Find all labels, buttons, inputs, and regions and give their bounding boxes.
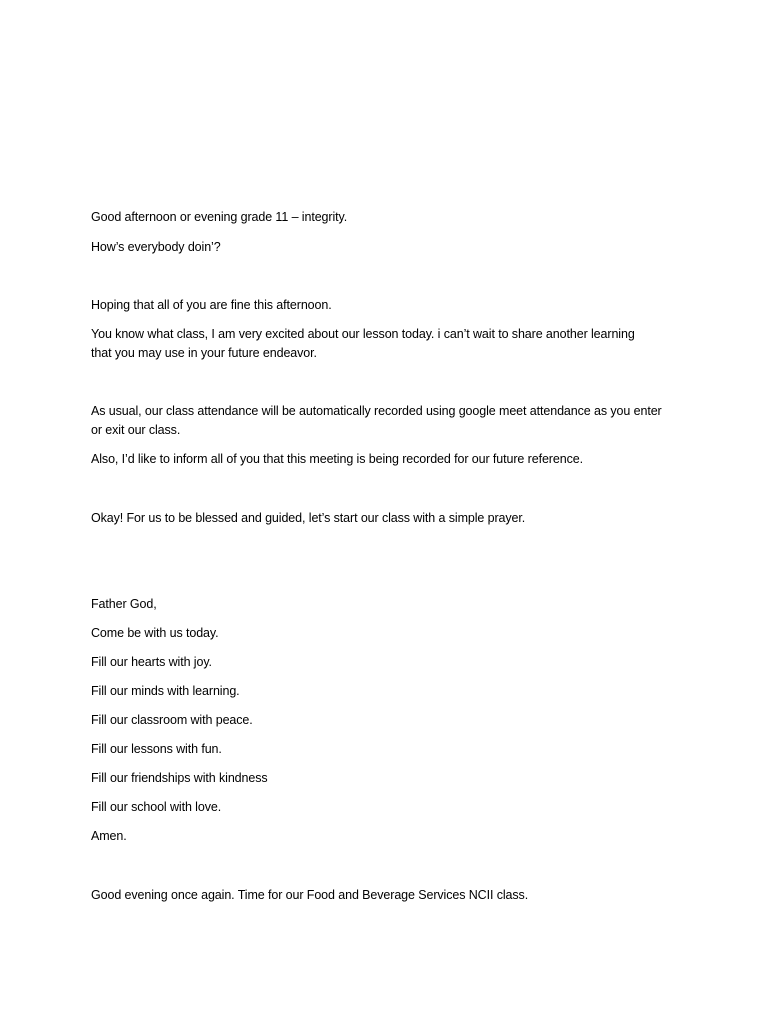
recording-notice-text: Also, I’d like to inform all of you that this meeting is being recorded for our future reference.: [91, 452, 583, 466]
excited-text-line-2: that you may use in your future endeavor.: [91, 346, 317, 360]
question-text: How’s everybody doin’?: [91, 240, 221, 254]
closing-text: Good evening once again. Time for our Food and Beverage Services NCII class.: [91, 888, 529, 902]
prayer-line: Come be with us today.: [91, 626, 219, 640]
excited-text-line-1: You know what class, I am very excited about our lesson today. i can’t wait to share another learning: [91, 327, 635, 341]
prayer-line: Fill our classroom with peace.: [91, 713, 253, 727]
prayer-line: Fill our school with love.: [91, 800, 222, 814]
hope-text: Hoping that all of you are fine this afternoon.: [91, 298, 332, 312]
attendance-text-line-2: or exit our class.: [91, 423, 181, 437]
prayer-line: Father God,: [91, 597, 157, 611]
prayer-amen: Amen.: [91, 829, 127, 843]
prayer-line: Fill our minds with learning.: [91, 684, 240, 698]
attendance-text-line-1: As usual, our class attendance will be automatically recorded using google meet attendance as you enter: [91, 404, 662, 418]
greeting-text: Good afternoon or evening grade 11 – integrity.: [91, 210, 348, 224]
prayer-line: Fill our friendships with kindness: [91, 771, 268, 785]
prayer-line: Fill our lessons with fun.: [91, 742, 222, 756]
prayer-line: Fill our hearts with joy.: [91, 655, 212, 669]
prayer-intro-text: Okay! For us to be blessed and guided, let’s start our class with a simple prayer.: [91, 511, 526, 525]
